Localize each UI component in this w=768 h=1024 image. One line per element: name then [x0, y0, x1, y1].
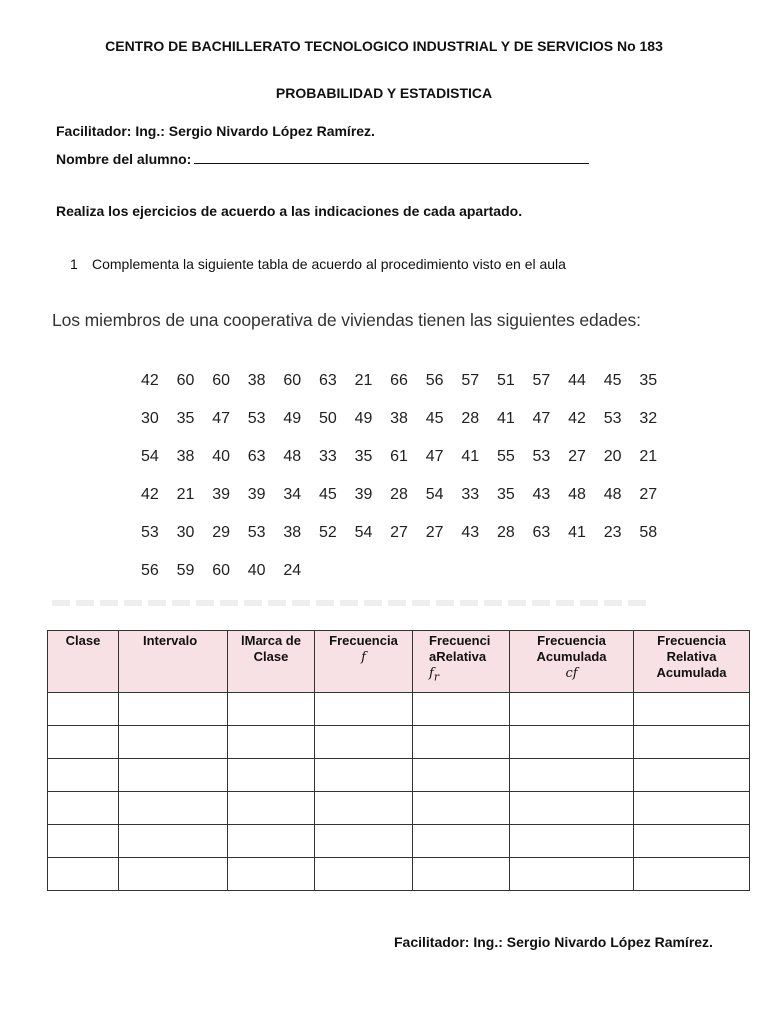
- ages-row: [141, 372, 675, 410]
- table-cell[interactable]: [510, 726, 634, 759]
- age-value: 43: [532, 486, 551, 503]
- table-cell[interactable]: [413, 693, 510, 726]
- table-row: [48, 726, 750, 759]
- age-value: 28: [390, 486, 408, 503]
- instructions: Realiza los ejercicios de acuerdo a las indicaciones de cada apartado.: [56, 203, 523, 219]
- age-value: 51: [496, 372, 515, 389]
- age-value: 33: [318, 448, 337, 465]
- exercise-text: Complementa la siguiente tabla de acuerdo al procedimiento visto en el aula: [92, 256, 566, 272]
- age-value: 56: [425, 372, 444, 389]
- table-cell[interactable]: [48, 858, 119, 891]
- header-clase: Clase: [48, 631, 119, 693]
- table-cell[interactable]: [413, 858, 510, 891]
- age-value: 42: [568, 410, 586, 427]
- table-cell[interactable]: [510, 858, 634, 891]
- age-value: 58: [639, 524, 658, 541]
- school-name: CENTRO DE BACHILLERATO TECNOLOGICO INDUSTRIAL Y DE SERVICIOS No 183: [105, 38, 663, 54]
- age-value: 30: [176, 524, 195, 541]
- age-value: 56: [141, 562, 159, 579]
- age-value: 53: [247, 410, 266, 427]
- age-value: 52: [318, 524, 337, 541]
- age-value: 59: [176, 562, 195, 579]
- table-cell[interactable]: [315, 693, 413, 726]
- age-value: 35: [496, 486, 515, 503]
- table-cell[interactable]: [48, 693, 119, 726]
- table-cell[interactable]: [48, 825, 119, 858]
- age-value: 60: [283, 372, 302, 389]
- age-value: 38: [390, 410, 408, 427]
- table-cell[interactable]: [119, 792, 228, 825]
- age-value: 63: [247, 448, 266, 465]
- table-cell[interactable]: [634, 759, 750, 792]
- symbol-f: f: [361, 650, 366, 665]
- header-frecuencia-relativa-acumulada: Frecuencia Relativa Acumulada: [634, 631, 750, 693]
- frequency-table: [47, 630, 750, 891]
- age-value: 53: [532, 448, 551, 465]
- problem-statement: Los miembros de una cooperativa de viviendas tienen las siguientes edades:: [52, 310, 641, 330]
- age-value: 33: [461, 486, 480, 503]
- age-value: 40: [212, 448, 230, 465]
- student-name-blank[interactable]: [194, 149, 589, 164]
- table-cell[interactable]: [119, 726, 228, 759]
- age-value: 35: [354, 448, 373, 465]
- age-value: 32: [639, 410, 658, 427]
- table-cell[interactable]: [315, 825, 413, 858]
- age-value: 53: [141, 524, 159, 541]
- age-value: 45: [318, 486, 337, 503]
- table-cell[interactable]: [315, 726, 413, 759]
- age-value: 21: [176, 486, 195, 503]
- age-value: 27: [568, 448, 586, 465]
- age-value: 50: [318, 410, 337, 427]
- header-frecuencia-acumulada: Frecuencia Acumulada cf: [510, 631, 634, 693]
- table-cell[interactable]: [119, 825, 228, 858]
- age-value: 21: [354, 372, 373, 389]
- age-value: 47: [425, 448, 444, 465]
- symbol-subscript: r: [433, 670, 439, 684]
- age-value: 41: [496, 410, 515, 427]
- student-name-label: Nombre del alumno:: [56, 151, 192, 167]
- ages-row: [141, 562, 675, 600]
- age-value: 60: [212, 372, 230, 389]
- table-cell[interactable]: [119, 858, 228, 891]
- age-value: 40: [247, 562, 266, 579]
- exercise-number: 1: [70, 256, 78, 272]
- age-value: 20: [603, 448, 622, 465]
- header-frecuencia: Frecuencia f: [315, 631, 413, 693]
- header-frecuencia-relativa: Frecuenci aRelativa $f_r$: [413, 631, 510, 693]
- table-cell[interactable]: [634, 792, 750, 825]
- age-value: 47: [532, 410, 551, 427]
- age-value: 57: [461, 372, 480, 389]
- age-value: 60: [212, 562, 230, 579]
- table-cell[interactable]: [413, 792, 510, 825]
- table-cell[interactable]: [228, 825, 315, 858]
- table-row: [48, 858, 750, 891]
- age-value: 45: [425, 410, 444, 427]
- table-cell[interactable]: [315, 792, 413, 825]
- age-value: 48: [283, 448, 302, 465]
- age-value: 66: [390, 372, 408, 389]
- table-cell[interactable]: [634, 693, 750, 726]
- age-value: 57: [532, 372, 551, 389]
- subject-title: PROBABILIDAD Y ESTADISTICA: [275, 85, 493, 101]
- facilitator-line: Facilitador: Ing.: Sergio Nivardo López Ramírez.: [56, 123, 375, 139]
- table-cell[interactable]: [48, 792, 119, 825]
- age-value: 30: [141, 410, 159, 427]
- age-value: 49: [283, 410, 302, 427]
- age-value: 41: [568, 524, 586, 541]
- age-value: 55: [496, 448, 515, 465]
- header-marca-de-clase: lMarca de Clase: [228, 631, 315, 693]
- age-value: 27: [639, 486, 658, 503]
- table-cell[interactable]: [315, 858, 413, 891]
- table-cell[interactable]: [413, 825, 510, 858]
- table-cell[interactable]: [413, 759, 510, 792]
- table-row: [48, 693, 750, 726]
- age-value: 42: [141, 486, 159, 503]
- table-cell[interactable]: [413, 726, 510, 759]
- age-value: 35: [176, 410, 195, 427]
- ages-row: [141, 410, 675, 448]
- age-value: 27: [390, 524, 408, 541]
- age-value: 43: [461, 524, 480, 541]
- table-header-row: [48, 631, 750, 693]
- student-name-line: [56, 149, 589, 167]
- table-row: [48, 792, 750, 825]
- table-cell[interactable]: [228, 693, 315, 726]
- age-value: 63: [532, 524, 551, 541]
- header-intervalo: Intervalo: [119, 631, 228, 693]
- age-value: 53: [603, 410, 622, 427]
- ages-row: [141, 524, 675, 562]
- age-value: 29: [212, 524, 230, 541]
- age-value: 24: [283, 562, 302, 579]
- age-value: 54: [141, 448, 159, 465]
- age-value: 38: [283, 524, 302, 541]
- table-cell[interactable]: [228, 792, 315, 825]
- age-value: 53: [247, 524, 266, 541]
- table-cell[interactable]: [634, 726, 750, 759]
- age-value: 54: [425, 486, 444, 503]
- age-value: 39: [212, 486, 230, 503]
- age-value: 28: [461, 410, 480, 427]
- table-cell[interactable]: [510, 693, 634, 726]
- age-value: 28: [496, 524, 515, 541]
- age-value: 21: [639, 448, 658, 465]
- age-value: 47: [212, 410, 230, 427]
- exercise-item: [70, 256, 566, 272]
- table-cell[interactable]: [315, 759, 413, 792]
- age-value: 38: [247, 372, 266, 389]
- ages-row: [141, 448, 675, 486]
- age-value: 61: [390, 448, 408, 465]
- footer-facilitator: Facilitador: Ing.: Sergio Nivardo López Ramírez.: [394, 934, 713, 950]
- ages-row: [141, 486, 675, 524]
- table-cell[interactable]: [510, 759, 634, 792]
- age-value: 23: [603, 524, 622, 541]
- age-value: 41: [461, 448, 480, 465]
- age-value: 42: [141, 372, 159, 389]
- age-value: 39: [247, 486, 266, 503]
- age-value: 45: [603, 372, 622, 389]
- table-cell[interactable]: [510, 792, 634, 825]
- table-cell[interactable]: [634, 858, 750, 891]
- age-value: 35: [639, 372, 658, 389]
- table-cell[interactable]: [119, 759, 228, 792]
- age-value: 49: [354, 410, 373, 427]
- age-value: 44: [568, 372, 586, 389]
- table-cell[interactable]: [48, 726, 119, 759]
- age-value: 48: [603, 486, 622, 503]
- table-cell[interactable]: [48, 759, 119, 792]
- table-cell[interactable]: [228, 858, 315, 891]
- table-row: [48, 759, 750, 792]
- age-value: 38: [176, 448, 195, 465]
- table-row: [48, 825, 750, 858]
- faded-text-line: [52, 600, 652, 606]
- table-cell[interactable]: [228, 759, 315, 792]
- age-value: 63: [318, 372, 337, 389]
- age-value: 60: [176, 372, 195, 389]
- age-value: 34: [283, 486, 302, 503]
- ages-grid: [141, 372, 675, 600]
- symbol-fr: $f_r$: [429, 666, 439, 684]
- table-cell[interactable]: [510, 825, 634, 858]
- age-value: 48: [568, 486, 586, 503]
- table-cell[interactable]: [228, 726, 315, 759]
- age-value: 27: [425, 524, 444, 541]
- age-value: 39: [354, 486, 373, 503]
- table-cell[interactable]: [119, 693, 228, 726]
- age-value: 54: [354, 524, 373, 541]
- symbol-cf: cf: [565, 666, 578, 681]
- table-cell[interactable]: [634, 825, 750, 858]
